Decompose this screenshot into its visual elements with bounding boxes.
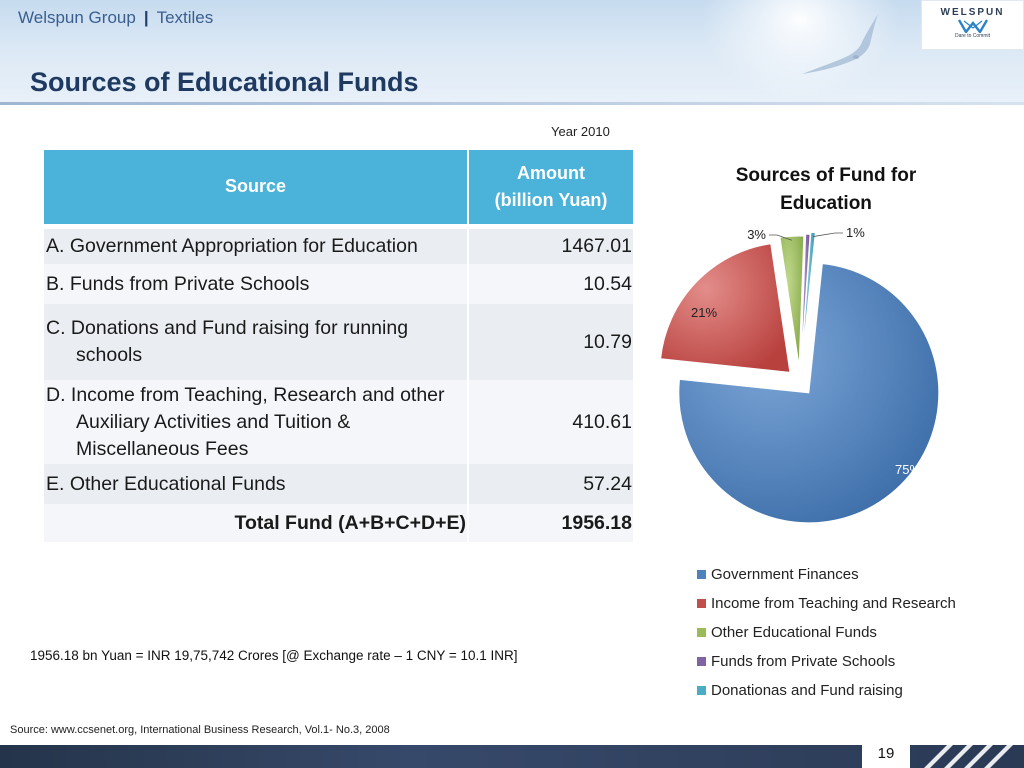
row-source: D. Income from Teaching, Research and other Auxiliary Activities and Tuition & Miscellaneous Fees [46, 383, 445, 460]
logo-tagline: Dare to Commit [954, 33, 990, 39]
total-amount: 1956.18 [468, 504, 633, 542]
pie-slices [661, 232, 939, 522]
legend-swatch [697, 657, 706, 666]
header-source: Source [44, 150, 468, 226]
chart-title [700, 162, 952, 218]
chart-title-line2: Education [780, 193, 872, 214]
footer-stripes [910, 745, 1024, 768]
row-amount: 10.54 [468, 264, 633, 304]
row-amount: 10.79 [468, 304, 633, 380]
table-row [44, 464, 633, 504]
breadcrumb-separator: | [143, 8, 149, 27]
row-amount: 57.24 [468, 464, 633, 504]
row-source: B. Funds from Private Schools [44, 264, 468, 304]
header-underline [0, 102, 1024, 105]
row-amount: 1467.01 [468, 226, 633, 264]
row-amount: 410.61 [468, 380, 633, 464]
legend-label: Donationas and Fund raising [711, 682, 903, 699]
table-header-row [44, 150, 633, 226]
legend-label: Funds from Private Schools [711, 653, 896, 670]
legend-label: Income from Teaching and Research [711, 595, 956, 612]
legend-item [697, 676, 956, 705]
page-number: 19 [862, 739, 910, 768]
pie-leader-line [813, 233, 843, 237]
exchange-note: 1956.18 bn Yuan = INR 19,75,742 Crores [@ Exchange rate – 1 CNY = 10.1 INR] [30, 648, 518, 663]
legend-item [697, 560, 956, 589]
pie-label: 3% [747, 227, 766, 242]
page-title: Sources of Educational Funds [30, 67, 419, 97]
legend-item [697, 647, 956, 676]
row-source: A. Government Appropriation for Education [44, 226, 468, 264]
pie-label: 75% [894, 462, 922, 477]
total-label: Total Fund (A+B+C+D+E) [44, 504, 468, 542]
breadcrumb-division: Textiles [156, 8, 214, 27]
header-amount [468, 150, 633, 226]
header-amount-line1: Amount [517, 162, 585, 183]
chart-legend [697, 560, 956, 705]
pie-label: 21% [690, 305, 718, 320]
pie-label: 1% [846, 225, 865, 240]
company-logo [921, 0, 1024, 50]
total-row [44, 504, 633, 542]
legend-item [697, 589, 956, 618]
table-row [44, 304, 633, 380]
welspun-logo-icon [958, 19, 988, 33]
legend-swatch [697, 686, 706, 695]
funds-table [44, 150, 633, 542]
legend-swatch [697, 599, 706, 608]
chart-title-line1: Sources of Fund for [735, 165, 917, 186]
pie-chart [640, 225, 1000, 555]
source-citation: Source: www.ccsenet.org, International Business Research, Vol.1- No.3, 2008 [10, 724, 390, 736]
legend-label: Government Finances [711, 566, 859, 583]
row-source: C. Donations and Fund raising for running schools [46, 317, 409, 366]
row-source: E. Other Educational Funds [44, 464, 468, 504]
breadcrumb [18, 8, 213, 28]
legend-label: Other Educational Funds [711, 624, 877, 641]
legend-swatch [697, 628, 706, 637]
header-amount-line2: (billion Yuan) [494, 189, 608, 210]
pie-slice-income-from-teaching-and-research [661, 244, 790, 373]
legend-item [697, 618, 956, 647]
seagull-icon [800, 12, 900, 82]
table-row [44, 226, 633, 264]
legend-swatch [697, 570, 706, 579]
logo-name: WELSPUN [940, 7, 1005, 18]
table-row [44, 380, 633, 464]
year-label: Year 2010 [551, 124, 610, 139]
table-row [44, 264, 633, 304]
breadcrumb-company: Welspun Group [18, 8, 136, 27]
